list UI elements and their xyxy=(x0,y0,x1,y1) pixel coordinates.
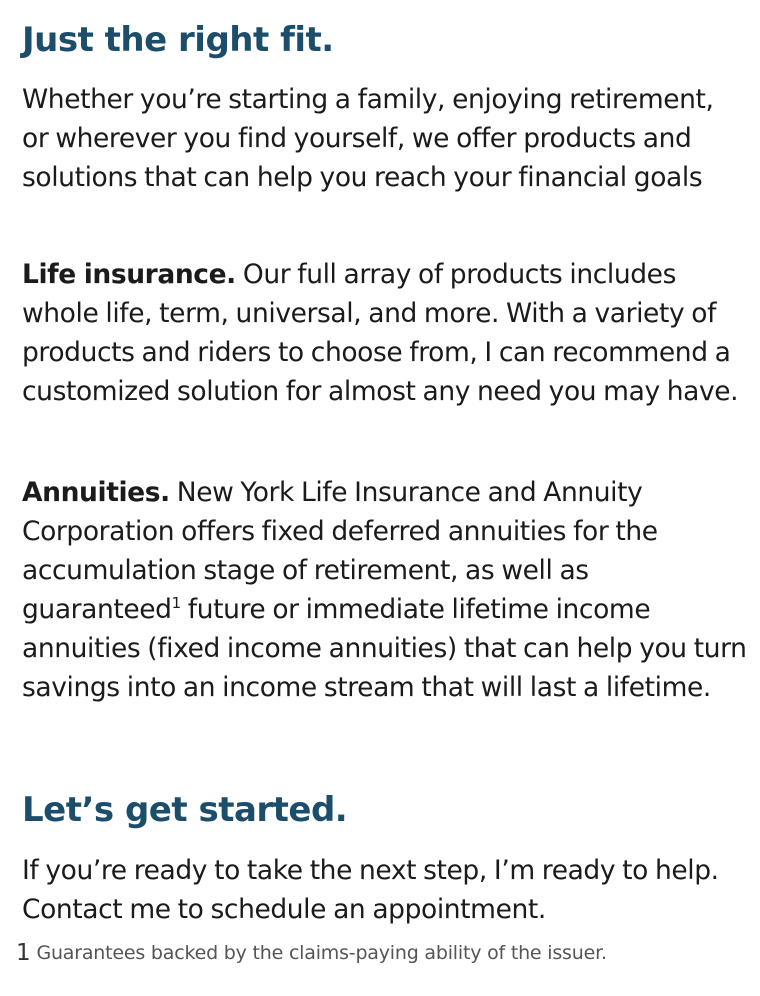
intro-paragraph: Whether you’re starting a family, enjoying retirement, or wherever you find yourself, we offer products and solutions that can help you reach your financial goals xyxy=(22,84,714,193)
footnote-text: Guarantees backed by the claims-paying ability of the issuer. xyxy=(36,942,607,964)
footnote xyxy=(16,940,736,966)
annuities-label: Annuities. xyxy=(22,477,170,508)
section-heading-right-fit: Just the right fit. xyxy=(22,20,334,60)
get-started-paragraph: If you’re ready to take the next step, I’m ready to help. Contact me to schedule an appointment. xyxy=(22,855,719,925)
annuities-text-part-1: New York Life Insurance and Annuity Corporation offers fixed deferred annuities for the accumulation stage of retirement, as well as guaranteed xyxy=(22,477,658,625)
section-heading-get-started: Let’s get started. xyxy=(22,790,348,830)
annuities-paragraph xyxy=(22,473,747,707)
footnote-number: 1 xyxy=(16,940,31,966)
life-insurance-paragraph xyxy=(22,255,747,411)
life-insurance-label: Life insurance. xyxy=(22,259,236,290)
life-insurance-text: Our full array of products includes whole life, term, universal, and more. With a variety of products and riders to choose from, I can recommend a customized solution for almost any need you may have. xyxy=(22,259,739,407)
footnote-reference: 1 xyxy=(171,594,181,612)
annuities-text-part-2: future or immediate lifetime income annuities (fixed income annuities) that can help you turn savings into an income stream that will last a lifetime. xyxy=(22,594,747,703)
